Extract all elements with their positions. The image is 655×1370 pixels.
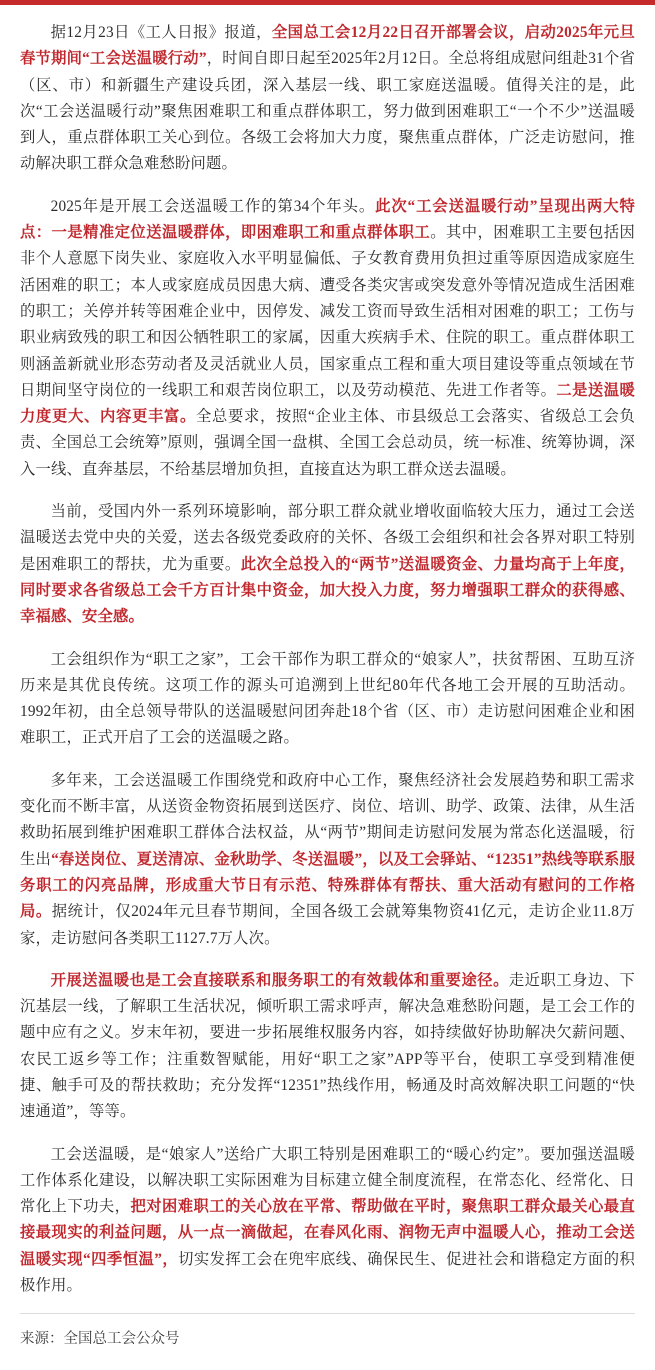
highlighted-text: 把对困难职工的关心放在平常、帮助做在平时，聚焦职工群众最关心最直接最现实的利益问题，从一点一滴做起，在春风化雨、润物无声中温暖人心，推动工会送温暖实现“四季恒温”， bbox=[20, 1198, 635, 1268]
source-label: 来源： bbox=[20, 1331, 64, 1348]
body-text: 切实发挥工会在兜牢底线、确保民生、促进社会和谐稳定方面的积极作用。 bbox=[20, 1250, 635, 1295]
top-accent-bar bbox=[0, 0, 655, 5]
paragraph bbox=[20, 194, 635, 483]
paragraph bbox=[20, 768, 635, 952]
body-text: 据统计，仅2024年元旦春节期间，全国各级工会就筹集物资41亿元，走访企业11.8万家，走访慰问各类职工1127.7万人次。 bbox=[20, 903, 635, 947]
body-text: 全总要求，按照“企业主体、市县级总工会落实、省级总工会负责、全国总工会统筹”原则，强调全国一盘棋、全国工会总动员，统一标准、统筹协调，深入一线、直奔基层，不给基层增加负担，直接直达为职工群众送去温暖。 bbox=[20, 408, 635, 478]
paragraph bbox=[20, 20, 635, 178]
source-line bbox=[20, 1314, 635, 1369]
body-text: 多年来，工会送温暖工作围绕党和政府中心工作，聚焦经济社会发展趋势和职工需求变化而不断丰富，从送资金物资拓展到送医疗、岗位、培训、助学、政策、法律，从生活救助拓展到维护困难职工群体合法权益，从“两节”期间走访慰问发展为常态化送温暖，衍生出 bbox=[20, 771, 635, 868]
body-text: 。其中，困难职工主要包括因非个人意愿下岗失业、家庭收入水平明显偏低、子女教育费用负担过重等原因造成家庭生活困难的职工；本人或家庭成员因患大病、遭受各类灾害或突发意外等情况造成生活困难的职工；关停并转等困难企业中，因停发、减发工资而导致生活相对困难的职工；工伤与职业病致残的职工和因公牺牲职工的家属，因重大疾病手术、住院的职工。重点群体职工则涵盖新就业形态劳动者及灵活就业人员，国家重点工程和重大项目建设等重点领域在节日期间坚守岗位的一线职工和艰苦岗位职工，以及劳动模范、先进工作者等。 bbox=[20, 224, 635, 399]
body-text: 走近职工身边、下沉基层一线，了解职工生活状况，倾听职工需求呼声，解决急难愁盼问题，是工会工作的题中应有之义。岁末年初，要进一步拓展维权服务内容，如持续做好协助解决欠薪问题、农民工返乡等工作；注重数智赋能，用好“职工之家”APP等平台，使职工享受到精准便捷、触手可及的帮扶救助；充分发挥“12351”热线作用，畅通及时高效解决职工问题的“快速通道”，等等。 bbox=[20, 971, 635, 1121]
highlighted-text: 二是送温暖力度更大、内容更丰富。 bbox=[20, 381, 635, 426]
paragraph bbox=[20, 1142, 635, 1300]
highlighted-text: 此次全总投入的“两节”送温暖资金、力量均高于上年度，同时要求各省级总工会千方百计集中资金，加大投入力度，努力增强职工群众的获得感、幸福感、安全感。 bbox=[20, 555, 635, 626]
highlighted-text: “春送岗位、夏送清凉、金秋助学、冬送温暖”，以及工会驿站、“12351”热线等联系服务职工的闪亮品牌，形成重大节日有示范、特殊群体有帮扶、重大活动有慰问的工作格局。 bbox=[20, 850, 635, 921]
highlighted-text: 全国总工会12月22日召开部署会议，启动2025年元旦春节期间“工会送温暖行动” bbox=[20, 24, 636, 68]
paragraph bbox=[20, 499, 635, 630]
body-text: 2025年是开展工会送温暖工作的第34个年头。 bbox=[50, 197, 376, 215]
body-text: 工会送温暖，是“娘家人”送给广大职工特别是困难职工的“暖心约定”。要加强送温暖工作体系化建设，以解决职工实际困难为目标建立健全制度流程，在常态化、经常化、日常化上下功夫， bbox=[20, 1145, 635, 1216]
paragraph bbox=[20, 968, 635, 1126]
source-name: 全国总工会公众号 bbox=[63, 1331, 180, 1348]
body-text: 工会组织作为“职工之家”，工会干部作为职工群众的“娘家人”，扶贫帮困、互助互济历来是其优良传统。这项工作的源头可追溯到上世纪80年代各地工会开展的互助活动。1992年初，由全总领导带队的送温暖慰问团奔赴18个省（区、市）走访慰问困难企业和困难职工，正式开启了工会的送温暖之路。 bbox=[20, 650, 635, 747]
body-text: ，时间自即日起至2025年2月12日。全总将组成慰问组赴31个省（区、市）和新疆生产建设兵团，深入基层一线、职工家庭送温暖。值得关注的是，此次“工会送温暖行动”聚焦困难职工和重点群体职工，努力做到困难职工“一个不少”送温暖到人，重点群体职工关心到位。各级工会将加大力度，聚焦重点群体，广泛走访慰问，推动解决职工群众急难愁盼问题。 bbox=[20, 50, 635, 173]
paragraph bbox=[20, 647, 635, 752]
article-body bbox=[20, 14, 635, 1299]
highlighted-text: 此次“工会送温暖行动”呈现出两大特点：一是精准定位送温暖群体，即困难职工和重点群体职工 bbox=[20, 197, 635, 242]
body-text: 当前，受国内外一系列环境影响，部分职工群众就业增收面临较大压力，通过工会送温暖送去党中央的关爱，送去各级党委政府的关怀、各级工会组织和社会各界对职工特别是困难职工的帮扶，尤为重要。 bbox=[20, 503, 635, 573]
body-text: 据12月23日《工人日报》报道， bbox=[50, 24, 272, 41]
highlighted-text: 开展送温暖也是工会直接联系和服务职工的有效载体和重要途径。 bbox=[50, 971, 509, 989]
